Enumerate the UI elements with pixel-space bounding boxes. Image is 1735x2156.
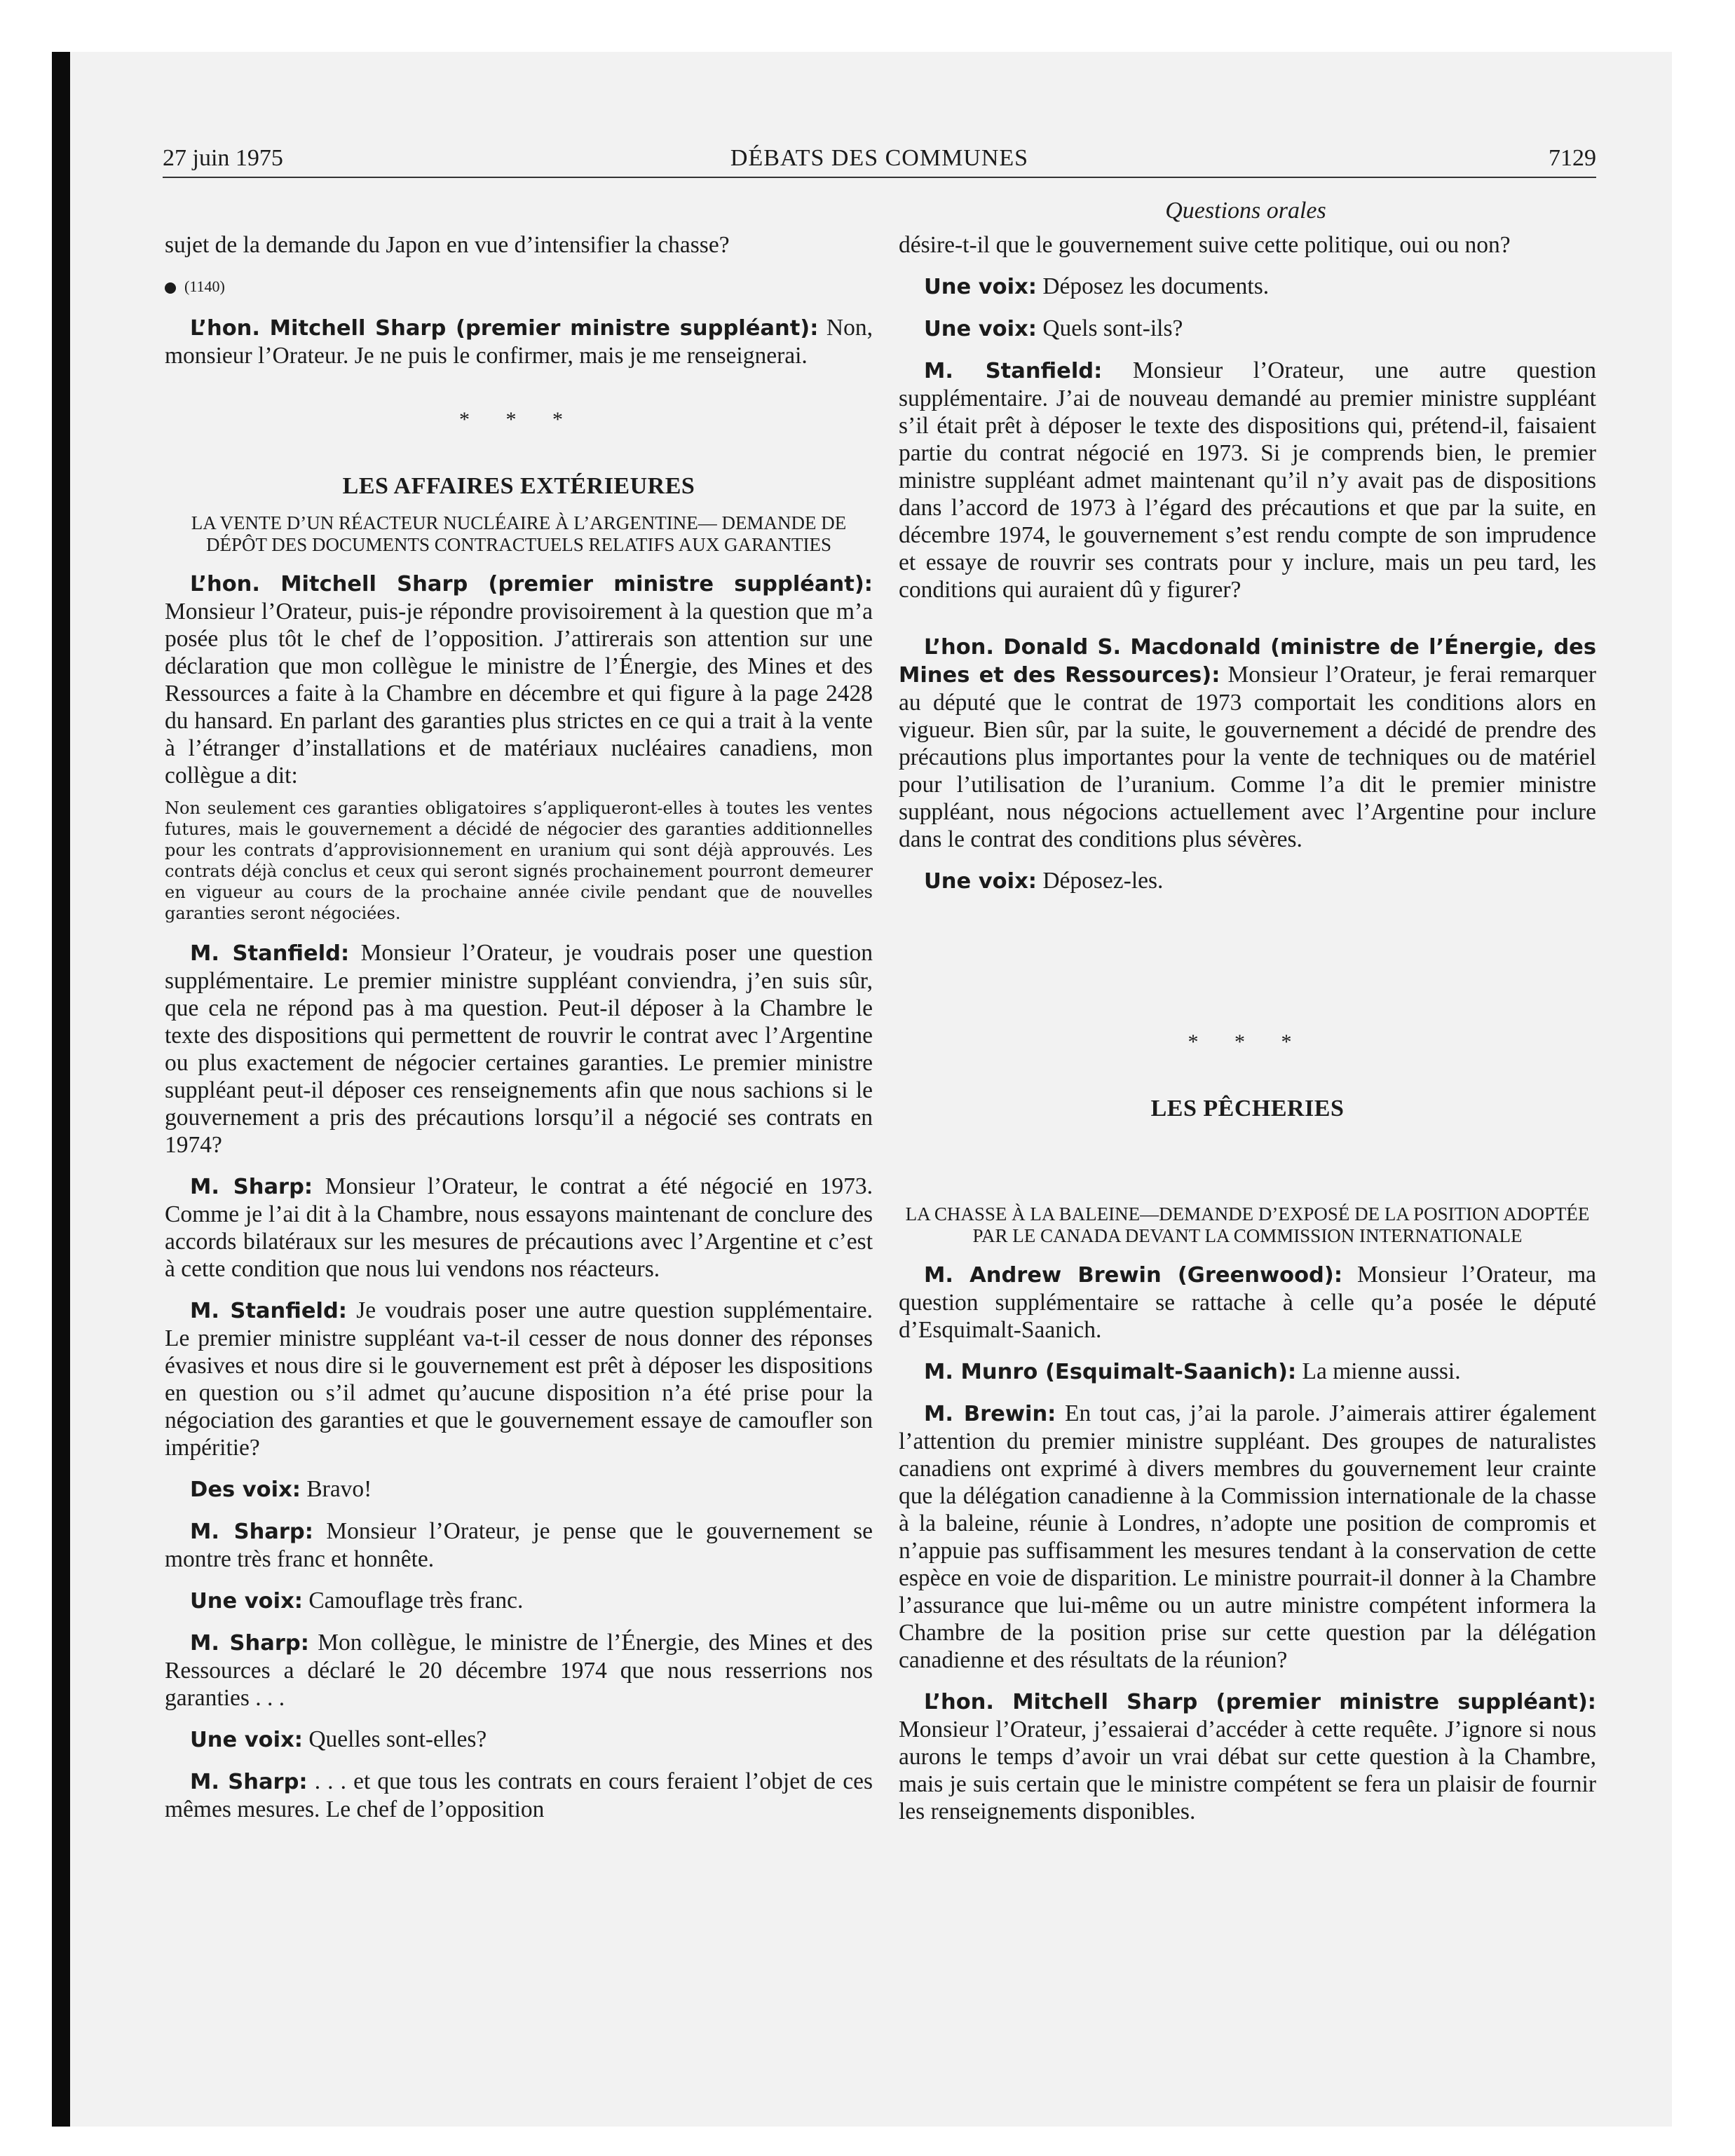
speech-text: Mon collègue, le ministre de l’Énergie, des Mines et des Ressources a déclaré le 20 décembre 1974 que nous resserrions nos garanties . . .	[165, 1630, 873, 1711]
paragraph	[165, 939, 873, 1159]
speech-text: Monsieur l’Orateur, puis-je répondre provisoirement à la question que m’a posée plus tôt le chef de l’opposition. J’attirerais son attention sur une déclaration que mon collègue le ministre de l’Énergie, des Mines et des Ressources a faite à la Chambre en décembre et qui figure à la page 2428 du hansard. En parlant des garanties plus strictes en ce qui a trait à la vente à l’étranger d’installations et de matériaux nucléaires canadiens, mon collègue a dit:	[165, 599, 873, 789]
paragraph	[165, 1587, 873, 1615]
speech-text: En tout cas, j’ai la parole. J’aimerais attirer également l’attention du premier ministre suppléant. Des groupes de naturalistes canadiens ont exprimé à divers membres du gouvernement leur crainte que la délégation canadienne à la Commission internationale de la chasse à la baleine, réunie à Londres, n’adopte une position de compromis et n’appuie pas suffisamment les mesures tendant à la conservation de cette espèce en voie de disparition. Le ministre pourrait-il donner à la Chambre l’assurance que lui-même ou un autre ministre compétent informera la Chambre de la position prise sur cette question par la délégation canadienne et des résultats de la réunion?	[899, 1400, 1597, 1673]
speech-text: Non, monsieur l’Orateur. Je ne puis le confirmer, mais je me renseignerai.	[165, 315, 873, 369]
paragraph: sujet de la demande du Japon en vue d’intensifier la chasse?	[165, 232, 730, 258]
time-marker	[165, 273, 873, 300]
speech-text: Monsieur l’Orateur, je ferai remarquer au député que le contrat de 1973 comportait les conditions alors en vigueur. Bien sûr, par la suite, le gouvernement a décidé de prendre des précautions plus importantes pour la vente de techniques ou de matériel pour l’utilisation de l’uranium. Comme l’a dit le premier ministre suppléant, nous négocions actuellement avec l’Argentine pour inclure dans le contrat des conditions plus sévères.	[899, 662, 1596, 852]
speaker-name: L’hon. Mitchell Sharp (premier ministre suppléant):	[190, 316, 819, 341]
speaker-name: Une voix:	[190, 1728, 303, 1752]
speaker-name: Des voix:	[190, 1478, 301, 1502]
speech-text: Monsieur l’Orateur, j’essaierai d’accéder à cette requête. J’ignore si nous aurons le temps d’avoir un vrai débat sur cette question à la Chambre, mais je suis certain que le ministre compétent se fera un plaisir de fournir les renseignements disponibles.	[899, 1717, 1596, 1824]
paragraph	[165, 1173, 873, 1283]
speaker-name: M. Stanfield:	[924, 359, 1103, 383]
spacer	[899, 1135, 1596, 1203]
speech-text: Monsieur l’Orateur, je voudrais poser une question supplémentaire. Le premier ministre suppléant conviendra, j’en suis sûr, que cela ne répond pas à ma question. Peut-il déposer à la Chambre le texte des dispositions qui permettent de rouvrir le contrat avec l’Argentine ou plus exactement de négocier certaines garanties. Le premier ministre suppléant peut-il déposer ces renseignements afin que nous sachions si le gouvernement a pris des précautions lorsqu’il a négocié ses contrats en 1974?	[165, 940, 873, 1158]
paragraph	[899, 1688, 1596, 1825]
speech-text: Monsieur l’Orateur, je pense que le gouvernement se montre très franc et honnête.	[165, 1518, 873, 1572]
speaker-name: M. Munro (Esquimalt-Saanich):	[924, 1360, 1297, 1384]
time-text: (1140)	[184, 278, 225, 295]
right-column	[899, 231, 1596, 1839]
speaker-name: M. Andrew Brewin (Greenwood):	[924, 1263, 1343, 1288]
spacer	[899, 909, 1596, 992]
paragraph	[165, 1726, 873, 1754]
paragraph	[899, 1358, 1596, 1386]
section-heading: LES PÊCHERIES	[1150, 1096, 1345, 1121]
section-label: Questions orales	[1165, 198, 1326, 224]
paragraph	[165, 1475, 873, 1503]
speech-text: Déposez-les.	[1042, 868, 1164, 894]
speech-text: Monsieur l’Orateur, le contrat a été négocié en 1973. Comme je l’ai dit à la Chambre, nous essayons maintenant de conclure des accords bilatéraux sur les mesures de précautions avec l’Argentine et c’est à cette condition que nous lui vendons nos réacteurs.	[165, 1173, 873, 1282]
speaker-name: Une voix:	[924, 317, 1037, 341]
paragraph	[165, 1768, 873, 1823]
section-heading: LES AFFAIRES EXTÉRIEURES	[342, 473, 695, 499]
speaker-name: M. Sharp:	[190, 1520, 313, 1544]
header-page-number: 7129	[1549, 145, 1596, 171]
block-quote: Non seulement ces garanties obligatoires s’appliqueront-elles à toutes les ventes futures, mais le gouvernement a décidé de négocier des garanties additionnelles pour les contrats d’approvisionnement en uranium qui sont déjà approuvés. Les contrats déjà conclus et ceux qui seront signés prochainement pourront demeurer en vigueur au cours de la prochaine année civile pendant que de nouvelles garanties seront négociées.	[165, 798, 873, 923]
speaker-name: M. Stanfield:	[190, 941, 350, 966]
scan-edge	[52, 52, 70, 2127]
page-header	[163, 144, 1596, 178]
header-date: 27 juin 1975	[163, 145, 283, 171]
paragraph	[165, 314, 873, 369]
paragraph	[899, 633, 1596, 853]
speech-text: Déposez les documents.	[1042, 273, 1270, 299]
speaker-name: L’hon. Donald S. Macdonald (ministre de l’Énergie, des Mines et des Ressources):	[899, 635, 1596, 688]
speech-text: Quels sont-ils?	[1042, 315, 1183, 341]
speaker-name: M. Stanfield:	[190, 1299, 347, 1323]
paragraph	[165, 1297, 873, 1461]
paragraph: désire-t-il que le gouvernement suive cette politique, oui ou non?	[899, 232, 1511, 258]
speech-text: Monsieur l’Orateur, une autre question supplémentaire. J’ai de nouveau demandé au premier ministre suppléant s’il était prêt à déposer le texte des dispositions qui, prétend-il, faisaient partie du contrat négocié en 1973. Si je comprends bien, le premier ministre suppléant admet maintenant qu’il n’y avait pas de dispositions dans l’accord de 1973 à l’égard des précautions et que par la suite, en décembre 1974, le gouvernement s’est rendu compte de son imprudence et essaye de rouvrir ses contrats pour y inclure, mais un peu tard, les conditions qui auraient dû y figurer?	[899, 357, 1596, 603]
paragraph	[165, 570, 873, 789]
section-separator: * * *	[1188, 1030, 1307, 1053]
speech-text: . . . et que tous les contrats en cours feraient l’objet de ces mêmes mesures. Le chef de l’opposition	[165, 1768, 873, 1822]
speaker-name: L’hon. Mitchell Sharp (premier ministre suppléant):	[924, 1690, 1596, 1714]
left-column	[165, 231, 873, 1837]
section-separator: * * *	[459, 408, 578, 431]
speaker-name: Une voix:	[190, 1589, 303, 1613]
paragraph	[165, 1629, 873, 1712]
subheading: LA CHASSE À LA BALEINE—DEMANDE D’EXPOSÉ DE LA POSITION ADOPTÉE PAR LE CANADA DEVANT LA COMMISSION INTERNATIONALE	[905, 1203, 1590, 1246]
paragraph	[899, 315, 1596, 343]
speaker-name: L’hon. Mitchell Sharp (premier ministre suppléant):	[190, 572, 873, 596]
paragraph	[899, 867, 1596, 895]
paragraph	[899, 1400, 1596, 1674]
speech-text: Monsieur l’Orateur, ma question supplémentaire se rattache à celle qu’a posée le député d’Esquimalt-Saanich.	[899, 1262, 1596, 1343]
paragraph	[899, 1261, 1596, 1344]
bullet-icon	[165, 282, 176, 294]
speaker-name: M. Brewin:	[924, 1402, 1056, 1426]
speaker-name: Une voix:	[924, 869, 1037, 894]
speech-text: Camouflage très franc.	[308, 1588, 524, 1613]
speaker-name: M. Sharp:	[190, 1631, 309, 1656]
header-title: DÉBATS DES COMMUNES	[730, 145, 1029, 171]
speaker-name: M. Sharp:	[190, 1175, 313, 1199]
speech-text: Bravo!	[306, 1476, 372, 1502]
subheading: LA VENTE D’UN RÉACTEUR NUCLÉAIRE À L’ARGENTINE— DEMANDE DE DÉPÔT DES DOCUMENTS CONTRACTUELS RELATIFS AUX GARANTIES	[191, 512, 847, 555]
speech-text: Quelles sont-elles?	[308, 1726, 487, 1752]
paragraph	[899, 273, 1596, 301]
speaker-name: M. Sharp:	[190, 1770, 308, 1794]
speech-text: La mienne aussi.	[1302, 1358, 1461, 1384]
paragraph	[899, 357, 1596, 603]
paragraph	[165, 1517, 873, 1573]
speech-text: Je voudrais poser une autre question supplémentaire. Le premier ministre suppléant va-t-il cesser de nous donner des réponses évasives et nous dire si le gouvernement est prêt à déposer les dispositions en question ou s’il admet qu’aucune disposition n’a été prise pour la négociation des garanties et que le gouvernement essaye de camoufler son impéritie?	[165, 1297, 873, 1461]
speaker-name: Une voix:	[924, 275, 1037, 299]
